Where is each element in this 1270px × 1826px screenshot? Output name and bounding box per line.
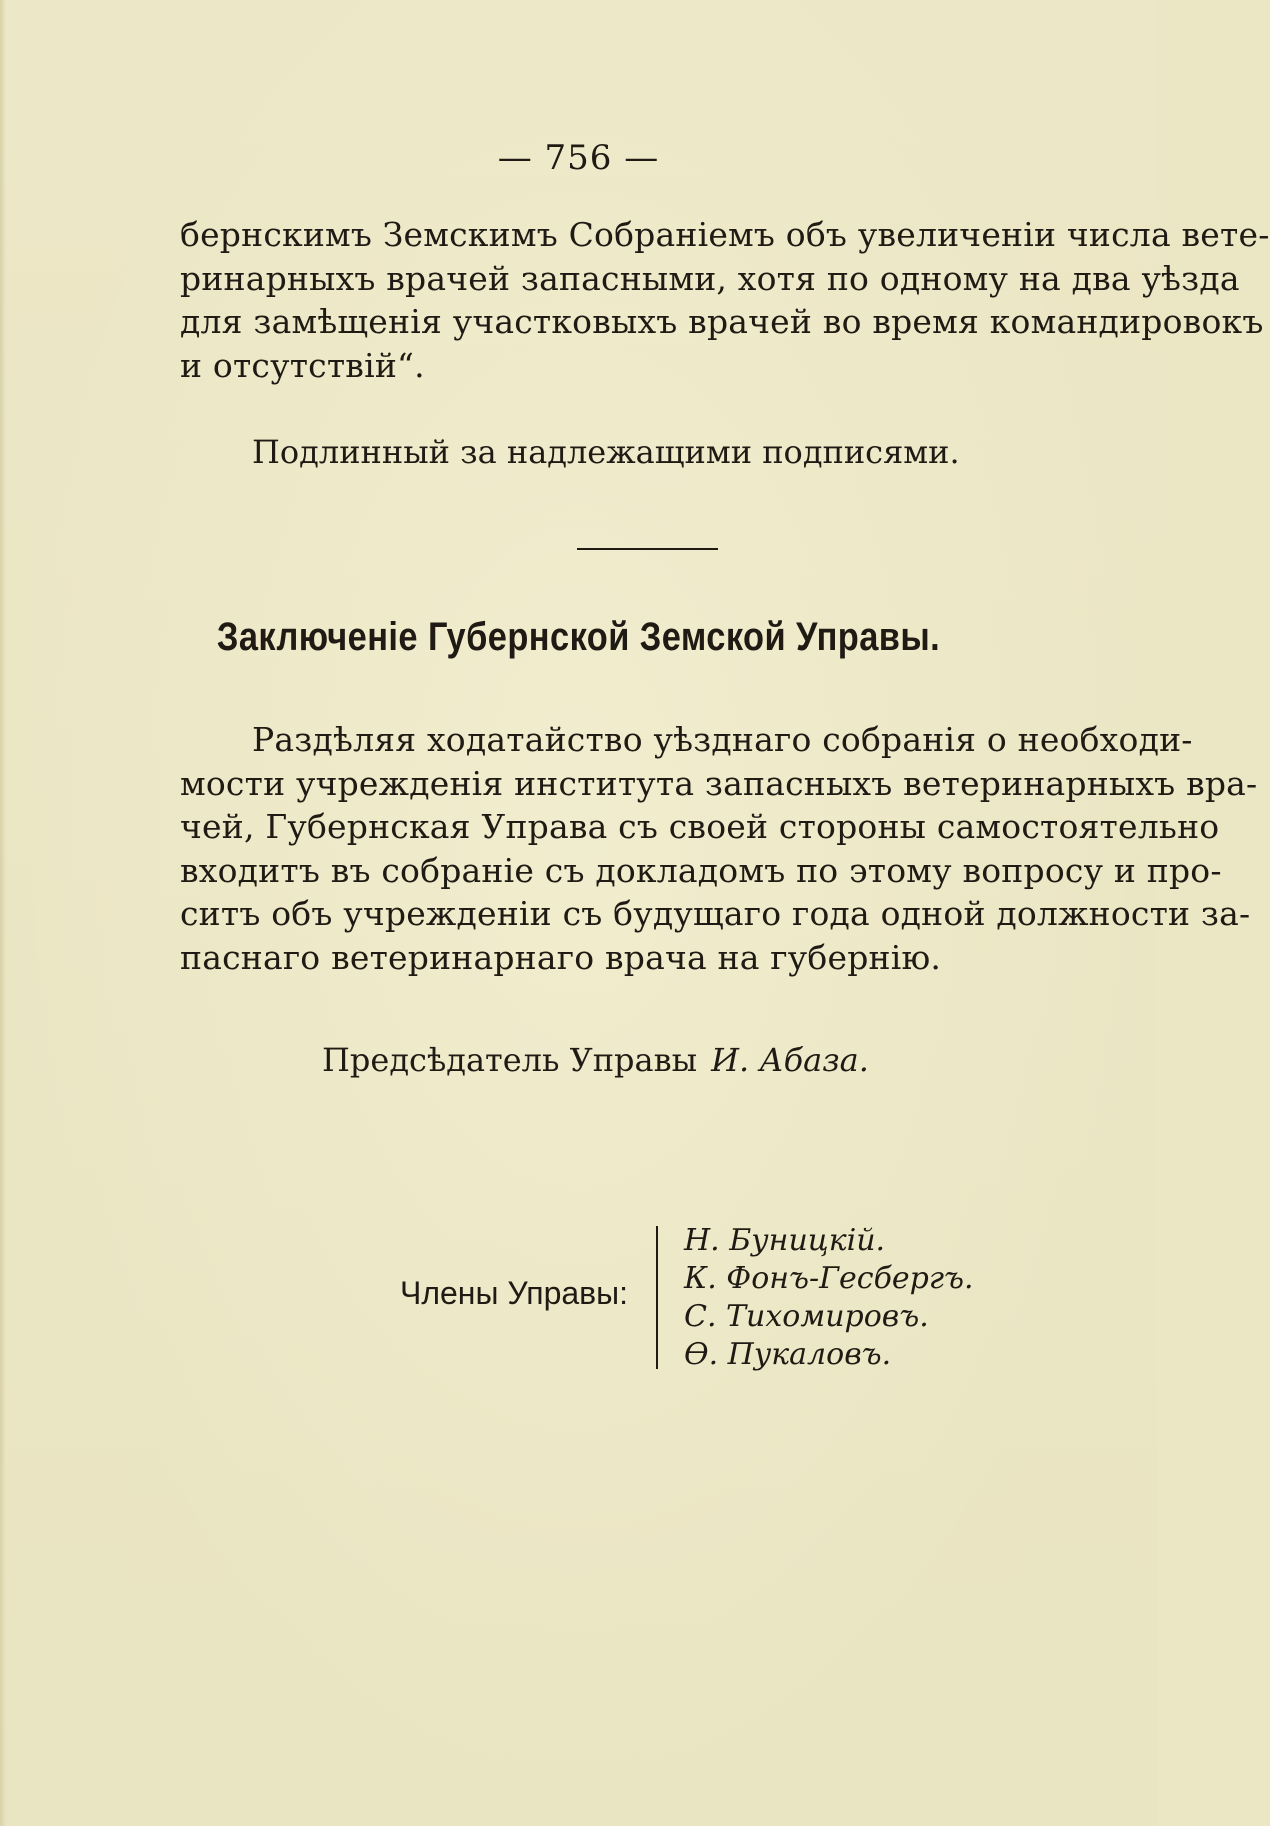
signed-note: Подлинный за надлежащими подписями. — [252, 433, 960, 471]
text-line: ситъ объ учрежденіи съ будущаго года одной должности за- — [180, 894, 1251, 933]
members-label: Члены Управы: — [400, 1275, 629, 1311]
text-line: чей, Губернская Управа съ своей стороны самостоятельно — [180, 807, 1220, 846]
members-list — [684, 1222, 974, 1374]
chairman-name: И. Абаза. — [711, 1041, 869, 1079]
page-edge — [0, 0, 6, 1826]
section-divider — [577, 548, 718, 550]
text-line: и отсутствій“. — [180, 345, 425, 385]
member-name: Ѳ. Пукаловъ. — [684, 1337, 892, 1372]
chairman-signature — [322, 1041, 869, 1079]
text-line: входитъ въ собраніе съ докладомъ по этому вопросу и про- — [180, 850, 1222, 890]
member-name: С. Тихомировъ. — [684, 1299, 929, 1334]
members-bracket — [656, 1226, 658, 1369]
text-line: Раздѣляя ходатайство уѣзднаго собранія о необходи- — [252, 720, 1193, 759]
section-heading: Заключеніе Губернской Земской Управы. — [216, 615, 941, 659]
chairman-title: Предсѣдатель Управы — [322, 1041, 698, 1079]
text-line: для замѣщенія участковыхъ врачей во время командировокъ — [180, 302, 1264, 341]
member-name: Н. Буницкій. — [684, 1223, 886, 1258]
member-name: К. Фонъ-Гесбергъ. — [684, 1261, 974, 1296]
conclusion-paragraph — [180, 718, 1258, 979]
paragraph-continuation — [180, 213, 1270, 387]
text-line: бернскимъ Земскимъ Собраніемъ объ увеличеніи числа вете- — [180, 215, 1270, 254]
page-number: — 756 — — [497, 138, 660, 178]
text-line: ринарныхъ врачей запасными, хотя по одному на два уѣзда — [180, 258, 1240, 298]
text-line: паснаго ветеринарнаго врача на губернію. — [180, 937, 942, 977]
text-line: мости учрежденія института запасныхъ ветеринарныхъ вра- — [180, 763, 1258, 803]
